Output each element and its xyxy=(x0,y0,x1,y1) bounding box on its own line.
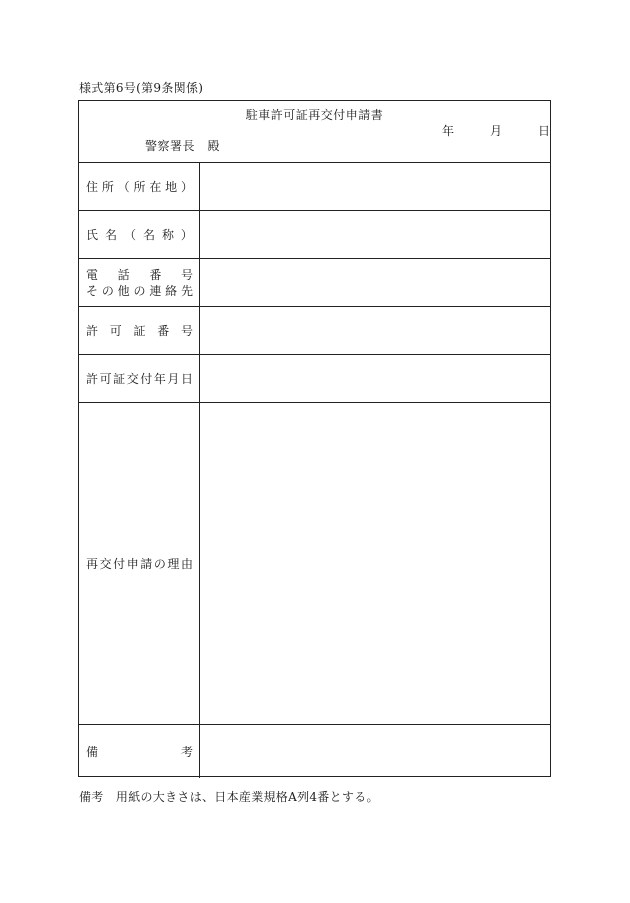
form-header xyxy=(79,101,550,163)
label-char: 許 xyxy=(86,323,99,338)
label-char: 可 xyxy=(99,371,112,386)
label-char: 交 xyxy=(99,556,112,571)
label-line xyxy=(86,227,193,243)
label-address xyxy=(79,163,200,210)
label-char: 名 xyxy=(104,227,117,242)
label-char: 月 xyxy=(167,371,180,386)
label-char: 絡 xyxy=(165,283,178,298)
label-char: 付 xyxy=(140,371,153,386)
name-field[interactable] xyxy=(200,211,550,258)
label-char: 付 xyxy=(113,556,126,571)
label-name xyxy=(79,211,200,258)
row-remarks xyxy=(79,725,550,778)
label-char: 在 xyxy=(149,179,162,194)
label-char: の xyxy=(101,283,114,298)
label-char: 先 xyxy=(180,283,193,298)
address-field[interactable] xyxy=(200,163,550,210)
reason-field[interactable] xyxy=(200,403,550,724)
label-char: 住 xyxy=(86,179,99,194)
row-reason xyxy=(79,403,550,725)
label-line xyxy=(86,556,193,572)
form-number: 様式第6号(第9条関係) xyxy=(79,81,204,95)
label-line xyxy=(86,179,193,195)
label-char: 証 xyxy=(133,323,146,338)
label-char: 考 xyxy=(180,744,193,759)
label-line xyxy=(86,323,193,339)
label-line xyxy=(86,267,193,283)
label-issue-date xyxy=(79,355,200,402)
label-reason xyxy=(79,403,200,724)
row-name xyxy=(79,211,550,259)
label-char: そ xyxy=(86,283,99,298)
date-year-label: 年 xyxy=(442,124,455,138)
date-day-label: 日 xyxy=(538,124,551,138)
row-address xyxy=(79,163,550,211)
label-char: （ xyxy=(123,227,136,242)
label-char: ） xyxy=(180,227,193,242)
label-char: 備 xyxy=(86,744,99,759)
label-char: の xyxy=(133,283,146,298)
label-char: 許 xyxy=(86,371,99,386)
label-char: 連 xyxy=(149,283,162,298)
label-char: 証 xyxy=(113,371,126,386)
footnote: 備考 用紙の大きさは、日本産業規格A列4番とする。 xyxy=(79,790,379,804)
issue-date-field[interactable] xyxy=(200,355,550,402)
label-char: 請 xyxy=(140,556,153,571)
label-char: 所 xyxy=(101,179,114,194)
label-char: 地 xyxy=(165,179,178,194)
label-char: 称 xyxy=(161,227,174,242)
label-char: 番 xyxy=(157,323,170,338)
label-char: 氏 xyxy=(86,227,99,242)
label-permit-number xyxy=(79,307,200,354)
row-issue-date xyxy=(79,355,550,403)
label-char: ） xyxy=(180,179,193,194)
label-char: 年 xyxy=(153,371,166,386)
label-char: 他 xyxy=(117,283,130,298)
label-char: 名 xyxy=(142,227,155,242)
document-title: 駐車許可証再交付申請書 xyxy=(245,108,384,122)
remarks-field[interactable] xyxy=(200,725,550,778)
label-phone xyxy=(79,259,200,306)
label-char: 番 xyxy=(149,267,162,282)
permit-number-field[interactable] xyxy=(200,307,550,354)
label-line xyxy=(86,371,193,387)
label-char: 由 xyxy=(180,556,193,571)
row-permit-number xyxy=(79,307,550,355)
label-char: 交 xyxy=(126,371,139,386)
label-char: 号 xyxy=(180,267,193,282)
label-char: 所 xyxy=(133,179,146,194)
label-char: 申 xyxy=(126,556,139,571)
label-char: 話 xyxy=(117,267,130,282)
date-month-label: 月 xyxy=(490,124,503,138)
label-char: の xyxy=(153,556,166,571)
application-form xyxy=(78,100,551,777)
label-char: 再 xyxy=(86,556,99,571)
label-char: 理 xyxy=(167,556,180,571)
label-line xyxy=(86,283,193,299)
phone-field[interactable] xyxy=(200,259,550,306)
label-char: 電 xyxy=(86,267,99,282)
label-remarks xyxy=(79,725,200,778)
addressee: 警察署長 殿 xyxy=(145,139,221,153)
label-char: 日 xyxy=(180,371,193,386)
label-char: 号 xyxy=(180,323,193,338)
label-char: 可 xyxy=(109,323,122,338)
label-line xyxy=(86,744,193,760)
label-char: （ xyxy=(117,179,130,194)
row-phone xyxy=(79,259,550,307)
